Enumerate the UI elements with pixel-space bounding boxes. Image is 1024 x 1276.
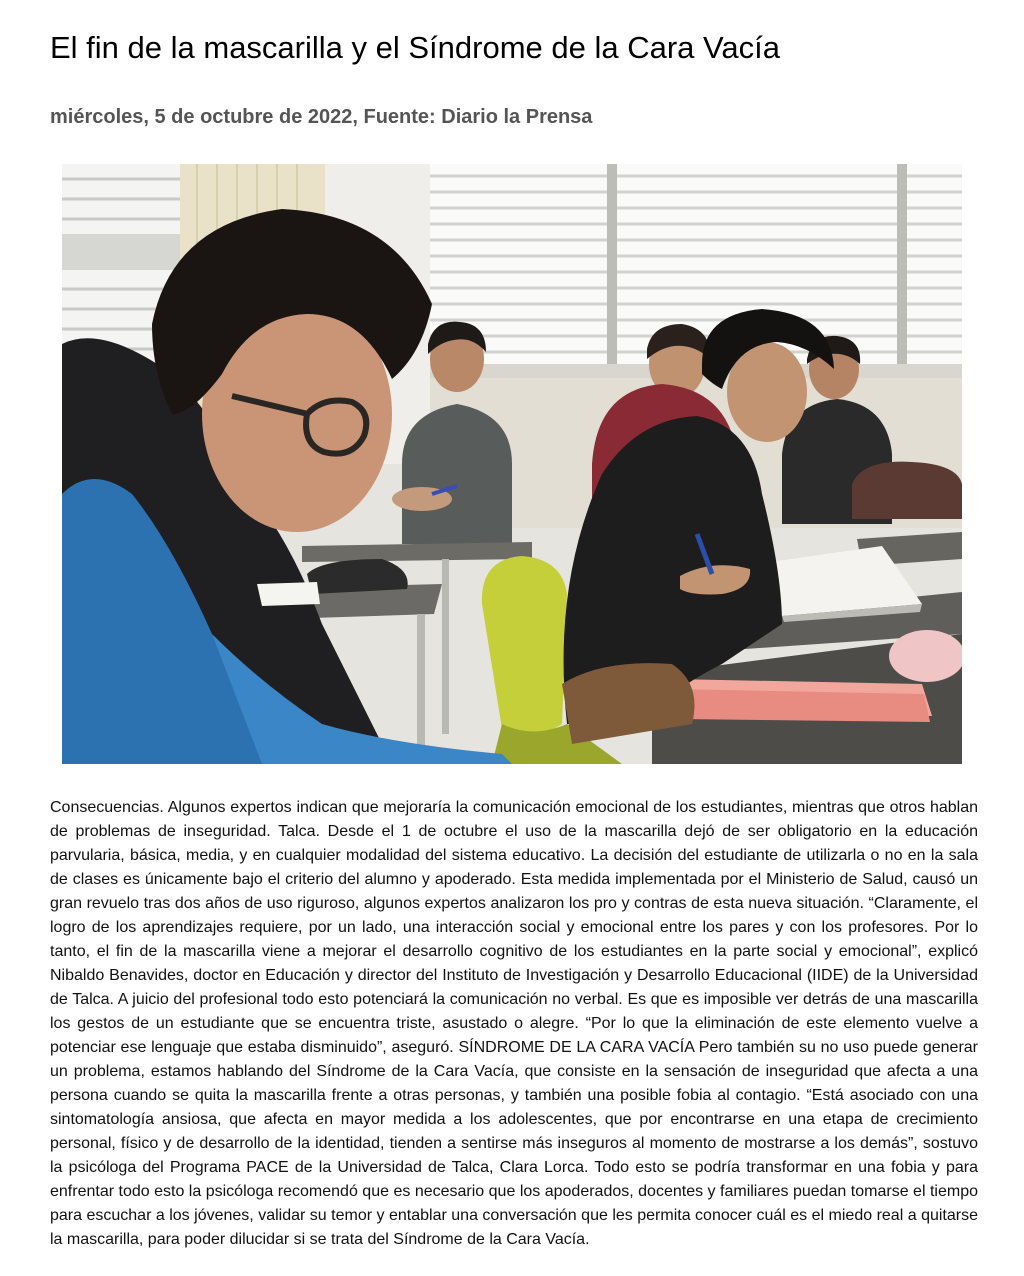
photo-folder [672, 679, 932, 722]
classroom-photo-illustration [62, 164, 962, 764]
article-dateline: miércoles, 5 de octubre de 2022, Fuente: Diario la Prensa [50, 106, 593, 128]
article-body: Consecuencias. Algunos expertos indican que mejoraría la comunicación emocional de los estudiantes, mientras que otros hablan de problemas de inseguridad. Talca. Desde el 1 de octubre el uso de la mascarilla dejó de ser obligatorio en la educación parvularia, básica, media, y en cualquier modalidad del sistema educativo. La decisión del estudiante de utilizarla o no en la sala de clases es únicamente bajo el criterio del alumno y apoderado. Esta medida implementada por el Ministerio de Salud, causó un gran revuelo tras dos años de uso riguroso, algunos expertos analizaron los pro y contras de esta nueva situación. “Claramente, el logro de los aprendizajes requiere, por un lado, una interacción social y emocional entre los pares y con los profesores. Por lo tanto, el fin de la mascarilla viene a mejorar el desarrollo cognitivo de los estudiantes en la parte social y emocional”, explicó Nibaldo Benavides, doctor en Educación y director del Instituto de Investigación y Desarrollo Educacional (IIDE) de la Universidad de Talca. A juicio del profesional todo esto potenciará la comunicación no verbal. Es que es imposible ver detrás de una mascarilla los gestos de un estudiante que se encuentra triste, asustado o alegre. “Por lo que la eliminación de este elemento vuelve a potenciar ese lenguaje que estaba disminuido”, aseguró. SÍNDROME DE LA CARA VACÍA Pero también su no uso puede generar un problema, estamos hablando del Síndrome de la Cara Vacía, que consiste en la sensación de inseguridad que afecta a una persona cuando se quita la mascarilla frente a otras personas, y también una posible fobia al contagio. “Está asociado con una sintomatología ansiosa, que afecta en mayor medida a los adolescentes, que por encontrarse en una etapa de crecimiento personal, físico y de desarrollo de la identidad, tienden a sentirse más inseguros al momento de mostrarse a los demás”, sostuvo la psicóloga del Programa PACE de la Universidad de Talca, Clara Lorca. Todo esto se podría transformar en una fobia y para enfrentar todo esto la psicóloga recomendó que es necesario que los apoderados, docentes y familiares puedan tomarse el tiempo para escuchar a los jóvenes, validar su temor y entablar una conversación que les permita conocer cuál es el miedo real a quitarse la mascarilla, para poder dilucidar si se trata del Síndrome de la Cara Vacía. [50, 799, 978, 1248]
article-title: El fin de la mascarilla y el Síndrome de la Cara Vacía [50, 30, 780, 65]
photo-pencil-case [889, 630, 962, 682]
photo-bag-right [852, 462, 962, 519]
article-photo [62, 164, 962, 764]
